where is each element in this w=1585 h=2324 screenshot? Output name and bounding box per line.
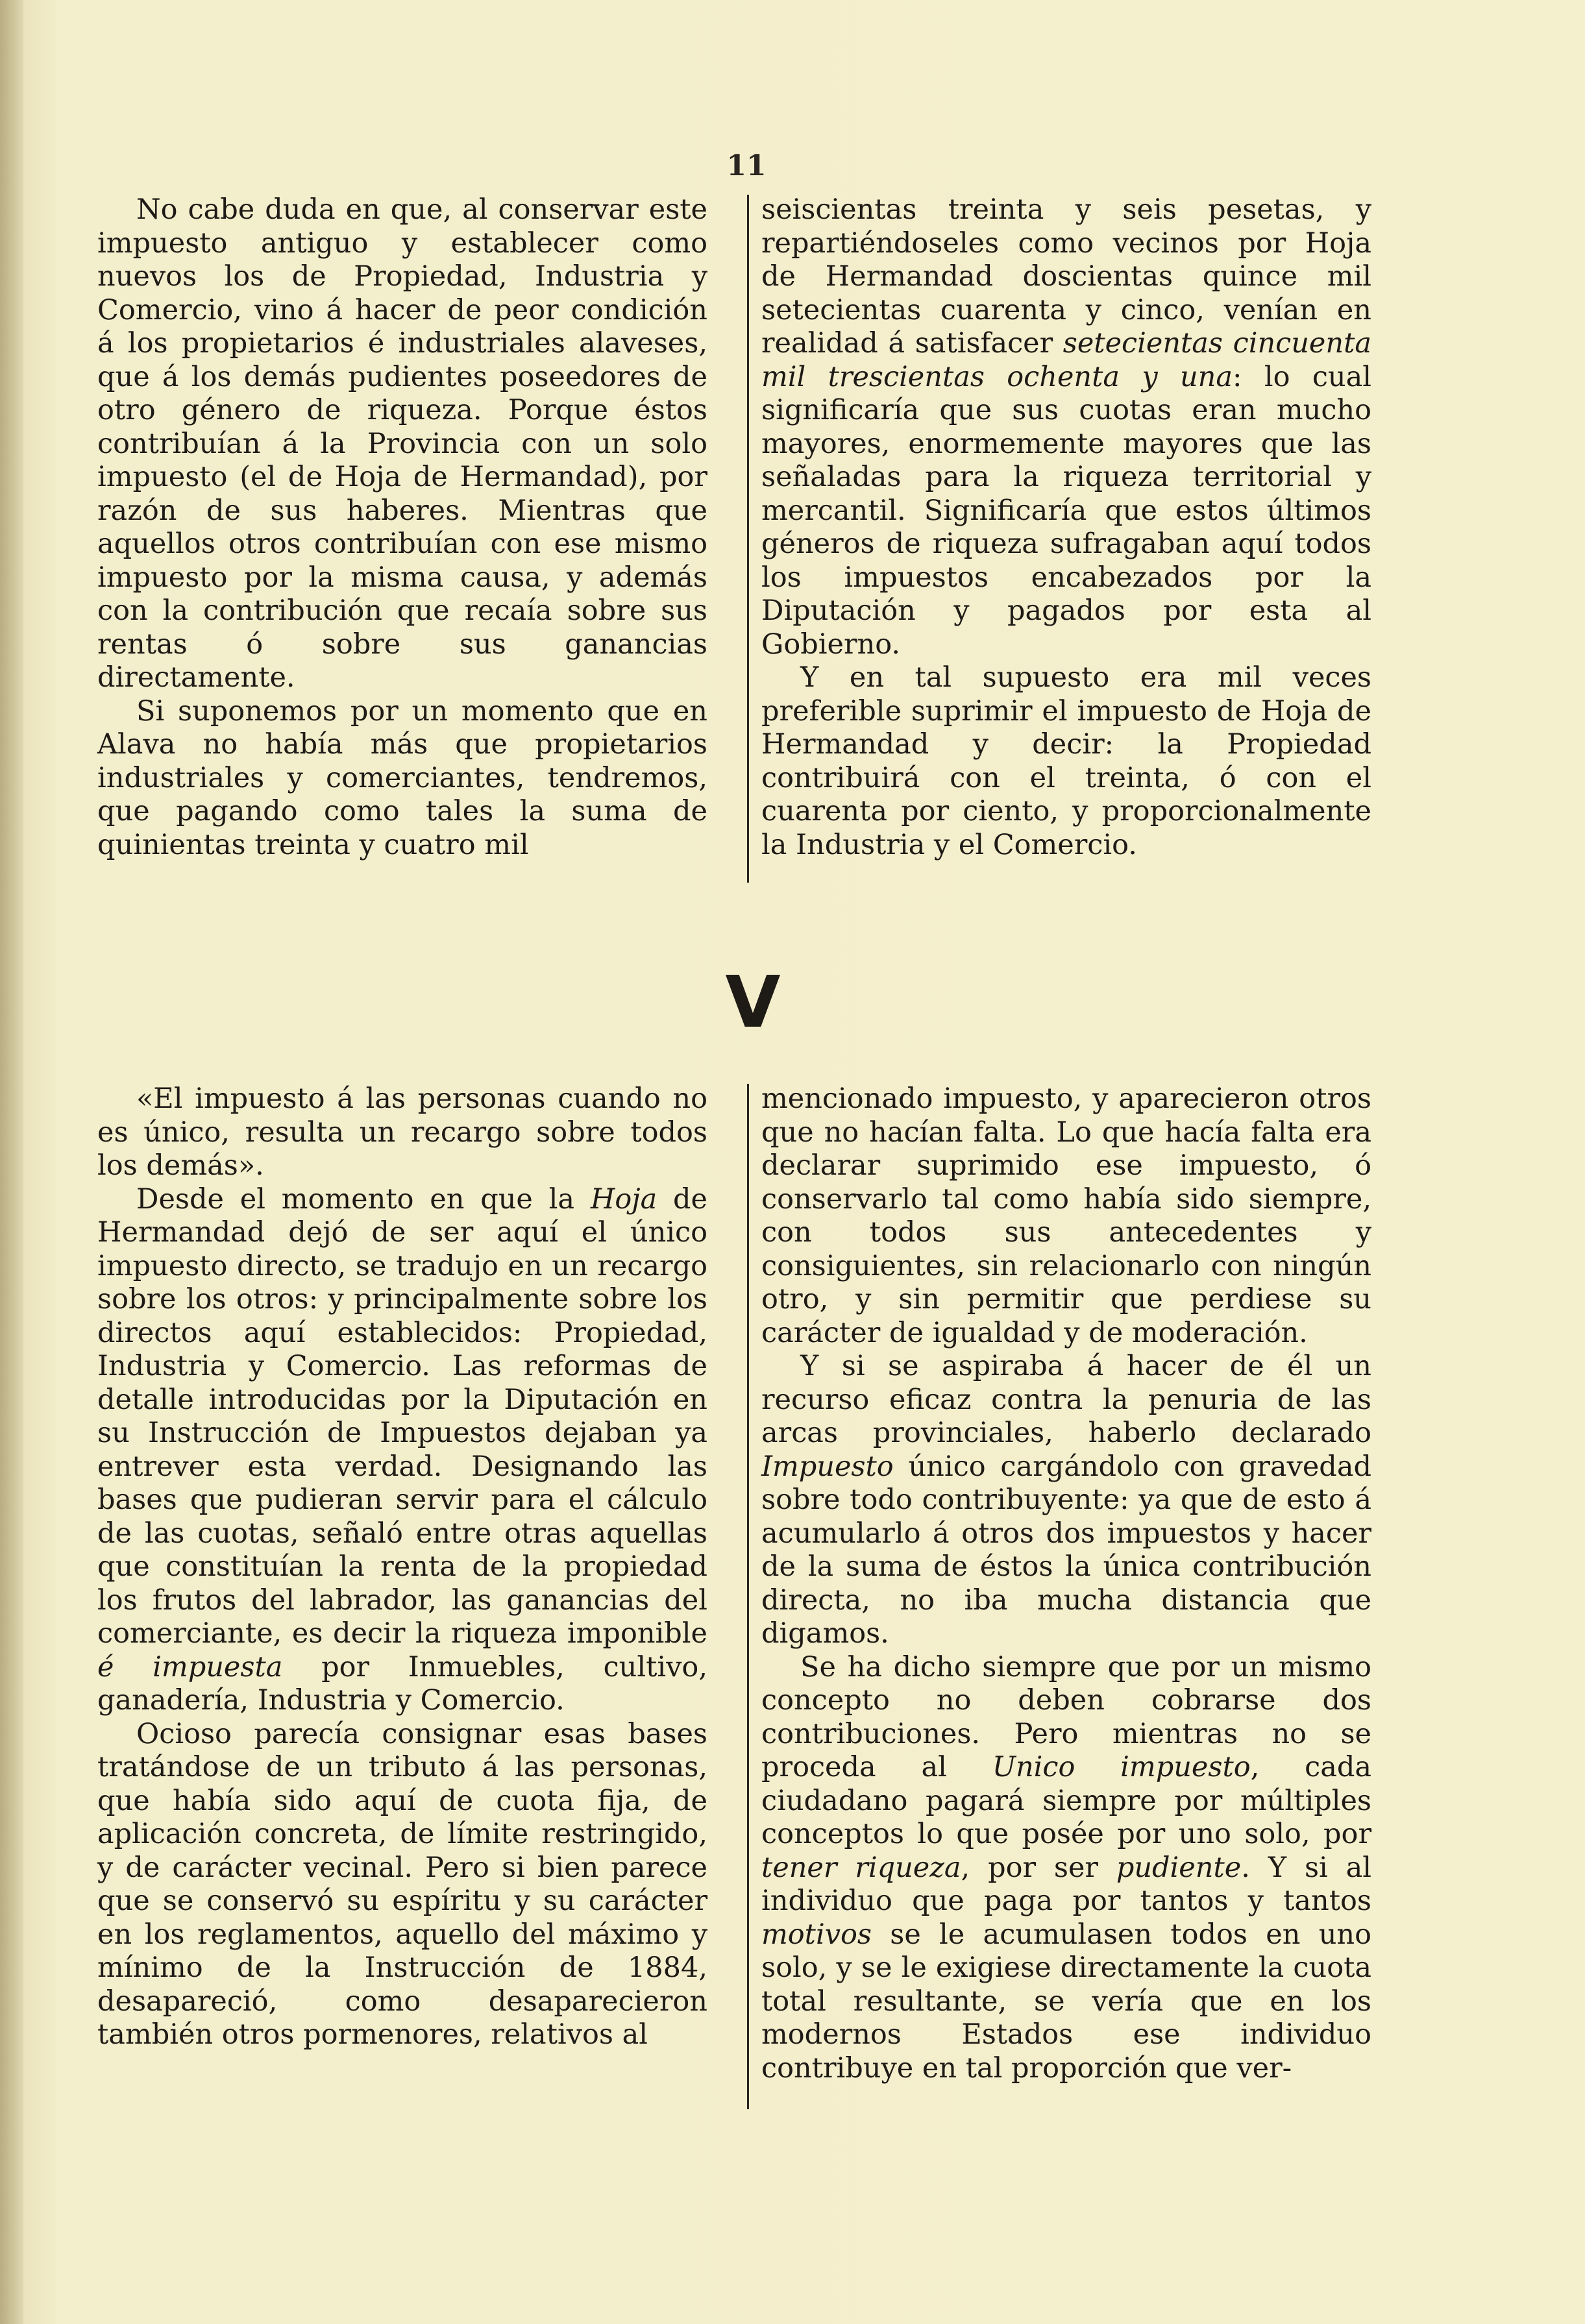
column-divider	[747, 1084, 749, 2109]
paragraph: seiscientas treinta y seis pesetas, y repartiéndoseles como vecinos por Hoja de Hermandad doscientas quince mil setecientas cuarenta y cinco, venían en realidad á satisfacer setecientas cincuenta mil trescientas ochenta y una: lo cual significaría que sus cuotas eran mucho mayores, enormemente mayores que las señaladas para la riqueza territorial y mercantil. Significaría que estos últimos géneros de riqueza sufragaban aquí todos los impuestos encabezados por la Diputación y pagados por esta al Gobierno.	[761, 193, 1371, 661]
column-divider	[747, 195, 749, 883]
paragraph: Desde el momento en que la Hoja de Hermandad dejó de ser aquí el único impuesto directo, se tradujo en un recargo sobre los otros: y principalmente sobre los directos aquí establecidos: Propiedad, Industria y Comercio. Las reformas de detalle introducidas por la Diputación en su Instrucción de Impuestos dejaban ya entrever esta verdad. Designando las bases que pudieran servir para el cálculo de las cuotas, señaló entre otras aquellas que constituían la renta de la propiedad los frutos del labrador, las ganancias del comerciante, es decir la riqueza imponible é impuesta por Inmuebles, cultivo, ganadería, Industria y Comercio.	[97, 1182, 707, 1717]
paragraph: Y si se aspiraba á hacer de él un recurso eficaz contra la penuria de las arcas provinciales, haberlo declarado Impuesto único cargándolo con gravedad sobre todo contribuyente: ya que de esto á acumularlo á otros dos impuestos y hacer de la suma de éstos la única contribución directa, no iba mucha distancia que digamos.	[761, 1350, 1371, 1650]
paragraph: mencionado impuesto, y aparecieron otros que no hacían falta. Lo que hacía falta era declarar suprimido ese impuesto, ó conservarlo tal como había sido siempre, con todos sus antecedentes y consiguientes, sin relacionarlo con ningún otro, y sin permitir que perdiese su carácter de igualdad y de moderación.	[761, 1082, 1371, 1349]
paragraph: No cabe duda en que, al conservar este impuesto antiguo y establecer como nuevos los de Propiedad, Industria y Comercio, vino á hacer de peor condición á los propietarios é industriales alaveses, que á los demás pudientes poseedores de otro género de riqueza. Porque éstos contribuían á la Provincia con un solo impuesto (el de Hoja de Hermandad), por razón de sus haberes. Mientras que aquellos otros contribuían con ese mismo impuesto por la misma causa, y además con la contribución que recaía sobre sus rentas ó sobre sus ganancias directamente.	[97, 193, 707, 694]
paragraph: «El impuesto á las personas cuando no es único, resulta un recargo sobre todos los demás».	[97, 1082, 707, 1182]
book-spine-edge	[0, 0, 23, 2324]
page-number: 11	[726, 149, 767, 182]
paragraph: Y en tal supuesto era mil veces preferible suprimir el impuesto de Hoja de Hermandad y decir: la Propiedad contribuirá con el treinta, ó con el cuarenta por ciento, y proporcionalmente la Industria y el Comercio.	[761, 661, 1371, 861]
paragraph: Si suponemos por un momento que en Alava no había más que propietarios industriales y comerciantes, tendremos, que pagando como tales la suma de quinientas treinta y cuatro mil	[97, 694, 707, 861]
top-left-column	[97, 193, 707, 862]
paragraph: Se ha dicho siempre que por un mismo concepto no deben cobrarse dos contribuciones. Pero mientras no se proceda al Unico impuesto, cada ciudadano pagará siempre por múltiples conceptos lo que posée por uno solo, por tener riqueza, por ser pudiente. Y si al individuo que paga por tantos y tantos motivos se le acumulasen todos en uno solo, y se le exigiese directamente la cuota total resultante, se vería que en los modernos Estados ese individuo contribuye en tal proporción que ver-	[761, 1650, 1371, 2085]
section-heading: V	[725, 960, 781, 1044]
top-right-column	[761, 193, 1371, 862]
bottom-right-column	[761, 1082, 1371, 2085]
bottom-left-column	[97, 1082, 707, 2052]
paragraph: Ocioso parecía consignar esas bases tratándose de un tributo á las personas, que había sido aquí de cuota fija, de aplicación concreta, de límite restringido, y de carácter vecinal. Pero si bien parece que se conservó su espíritu y su carácter en los reglamentos, aquello del máximo y mínimo de la Instrucción de 1884, desapareció, como desaparecieron también otros pormenores, relativos al	[97, 1717, 707, 2051]
